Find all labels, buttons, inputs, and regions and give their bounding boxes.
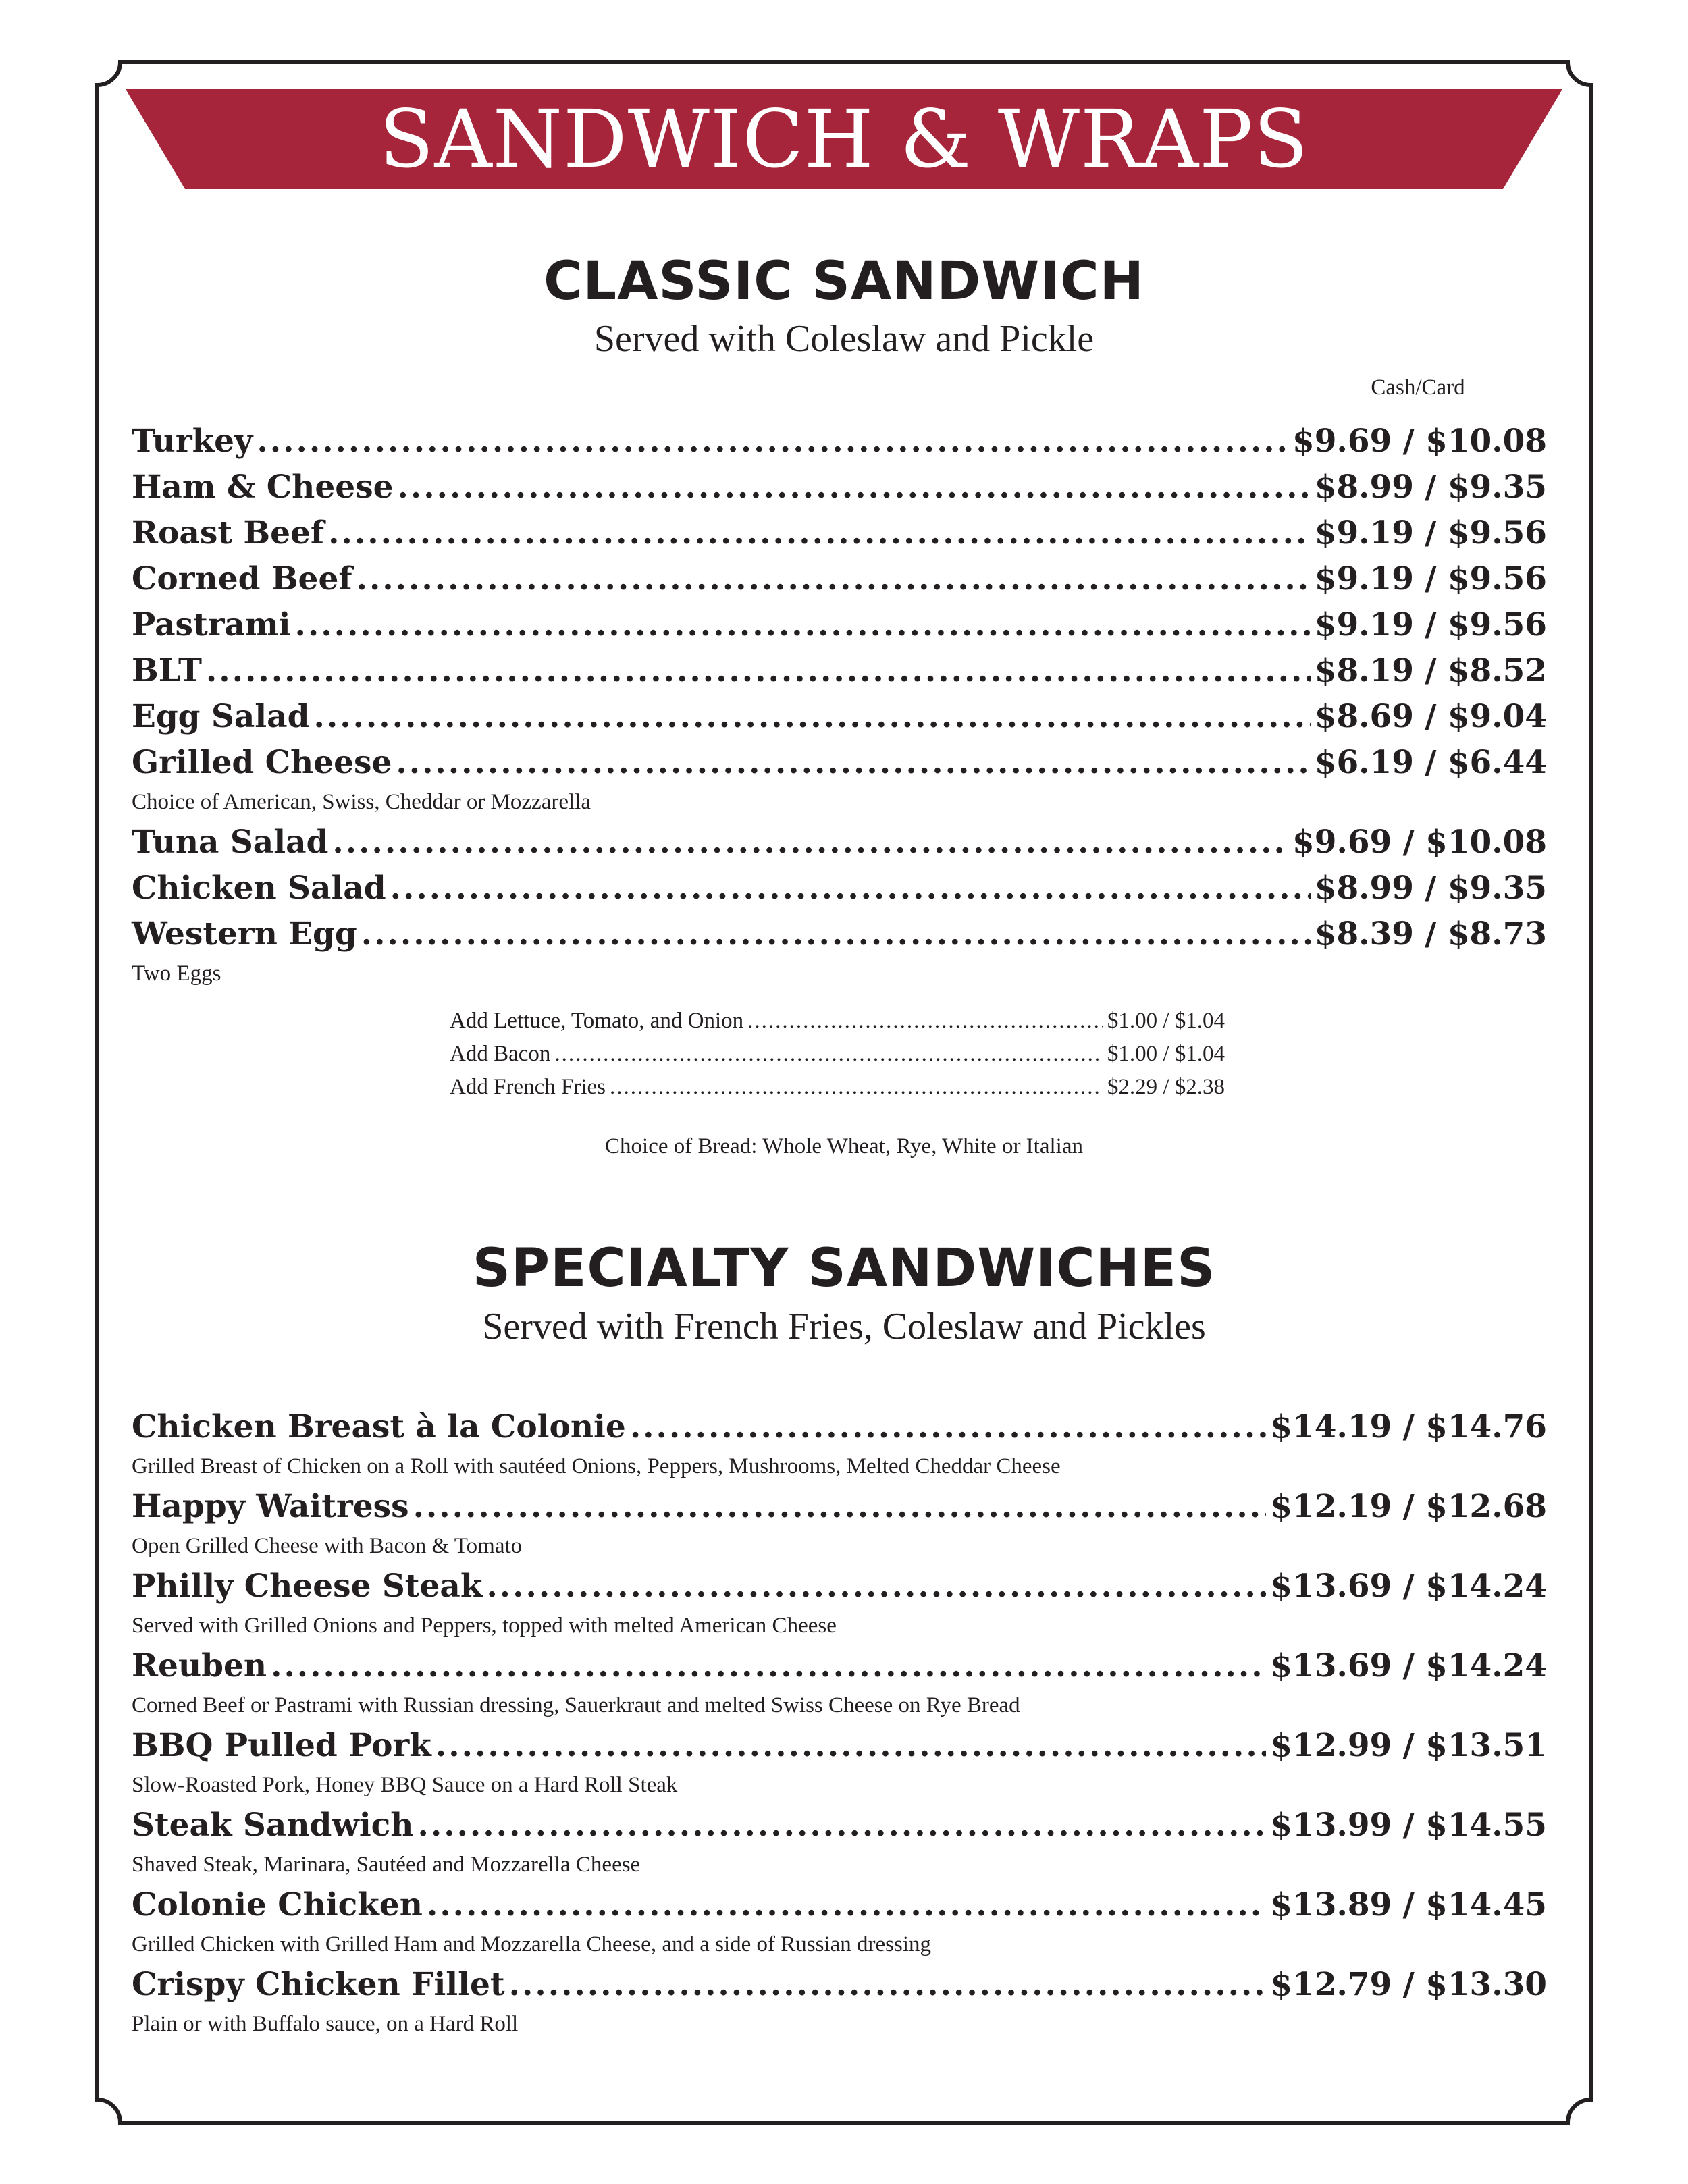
specialty-section-subtitle: Served with French Fries, Coleslaw and Pickles bbox=[482, 1306, 1206, 1348]
item-description: Plain or with Buffalo sauce, on a Hard Roll bbox=[132, 2012, 519, 2036]
dot-leader bbox=[361, 915, 1311, 953]
item-name: Roast Beef bbox=[132, 514, 325, 552]
menu-item bbox=[132, 1886, 1547, 1932]
dot-leader bbox=[747, 1009, 1103, 1034]
item-name: Colonie Chicken bbox=[132, 1886, 423, 1923]
menu-item bbox=[132, 744, 1547, 790]
dot-leader bbox=[554, 1042, 1103, 1067]
item-price: $8.99 / $9.35 bbox=[1314, 469, 1547, 506]
menu-item bbox=[132, 423, 1547, 469]
item-price: $6.19 / $6.44 bbox=[1314, 744, 1547, 781]
item-price: $14.19 / $14.76 bbox=[1270, 1408, 1547, 1445]
dot-leader bbox=[398, 469, 1311, 506]
item-price: $13.99 / $14.55 bbox=[1270, 1807, 1547, 1844]
item-description: Grilled Chicken with Grilled Ham and Mozzarella Cheese, and a side of Russian dressing bbox=[132, 1932, 932, 1956]
item-price: $13.69 / $14.24 bbox=[1270, 1568, 1547, 1605]
item-name: Western Egg bbox=[132, 915, 357, 953]
item-price: $13.69 / $14.24 bbox=[1270, 1647, 1547, 1684]
menu-title: SANDWICH & WRAPS bbox=[379, 92, 1309, 186]
classic-section-subtitle: Served with Coleslaw and Pickle bbox=[594, 318, 1094, 360]
menu-item bbox=[132, 560, 1547, 606]
addon-price: $2.29 / $2.38 bbox=[1107, 1075, 1225, 1099]
item-price: $12.19 / $12.68 bbox=[1270, 1488, 1547, 1525]
item-description: Grilled Breast of Chicken on a Roll with sautéed Onions, Peppers, Mushrooms, Melted Cheddar Cheese bbox=[132, 1454, 1061, 1479]
addon-item bbox=[450, 1075, 1225, 1104]
dot-leader bbox=[436, 1727, 1266, 1764]
menu-item bbox=[132, 915, 1547, 961]
item-description: Open Grilled Cheese with Bacon & Tomato bbox=[132, 1534, 523, 1558]
item-name: Philly Cheese Steak bbox=[132, 1568, 483, 1605]
dot-leader bbox=[313, 698, 1310, 735]
menu-item bbox=[132, 606, 1547, 652]
item-price: $9.19 / $9.56 bbox=[1314, 606, 1547, 643]
item-description: Slow-Roasted Pork, Honey BBQ Sauce on a Hard Roll Steak bbox=[132, 1773, 678, 1797]
item-name: Tuna Salad bbox=[132, 824, 329, 861]
item-name: Happy Waitress bbox=[132, 1488, 409, 1525]
menu-item bbox=[132, 1488, 1547, 1534]
menu-item bbox=[132, 1727, 1547, 1773]
item-name: Egg Salad bbox=[132, 698, 310, 735]
dot-leader bbox=[390, 870, 1311, 907]
dot-leader bbox=[396, 744, 1310, 781]
menu-item bbox=[132, 1568, 1547, 1614]
addon-name: Add French Fries bbox=[450, 1075, 606, 1099]
menu-item bbox=[132, 1408, 1547, 1454]
dot-leader bbox=[271, 1647, 1266, 1684]
item-name: Crispy Chicken Fillet bbox=[132, 1966, 505, 2003]
dot-leader bbox=[427, 1886, 1266, 1923]
item-name: Ham & Cheese bbox=[132, 469, 394, 506]
dot-leader bbox=[332, 824, 1288, 861]
classic-section-title: CLASSIC SANDWICH bbox=[544, 251, 1144, 312]
item-name: Grilled Cheese bbox=[132, 744, 392, 781]
dot-leader bbox=[486, 1568, 1266, 1605]
item-description: Served with Grilled Onions and Peppers, topped with melted American Cheese bbox=[132, 1614, 837, 1638]
addon-item bbox=[450, 1009, 1225, 1038]
dot-leader bbox=[328, 514, 1311, 552]
menu-item bbox=[132, 1807, 1547, 1853]
item-price: $12.79 / $13.30 bbox=[1270, 1966, 1547, 2003]
item-price: $8.69 / $9.04 bbox=[1314, 698, 1547, 735]
dot-leader bbox=[417, 1807, 1266, 1844]
item-name: Pastrami bbox=[132, 606, 291, 643]
item-price: $9.19 / $9.56 bbox=[1314, 514, 1547, 552]
dot-leader bbox=[509, 1966, 1267, 2003]
item-price: $9.69 / $10.08 bbox=[1292, 423, 1547, 460]
addon-item bbox=[450, 1042, 1225, 1071]
item-description: Corned Beef or Pastrami with Russian dressing, Sauerkraut and melted Swiss Cheese on Rye Bread bbox=[132, 1693, 1020, 1717]
menu-item bbox=[132, 469, 1547, 514]
menu-item bbox=[132, 1647, 1547, 1693]
specialty-section-title: SPECIALTY SANDWICHES bbox=[472, 1238, 1216, 1299]
addon-name: Add Lettuce, Tomato, and Onion bbox=[450, 1009, 744, 1033]
dot-leader bbox=[413, 1488, 1267, 1525]
menu-item bbox=[132, 514, 1547, 560]
dot-leader bbox=[206, 652, 1311, 689]
item-name: Reuben bbox=[132, 1647, 267, 1684]
item-price: $8.19 / $8.52 bbox=[1314, 652, 1547, 689]
item-description: Choice of American, Swiss, Cheddar or Mozzarella bbox=[132, 790, 591, 814]
item-name: Chicken Breast à la Colonie bbox=[132, 1408, 626, 1445]
dot-leader bbox=[630, 1408, 1267, 1445]
dot-leader bbox=[610, 1075, 1103, 1100]
dot-leader bbox=[295, 606, 1311, 643]
item-name: Corned Beef bbox=[132, 560, 352, 597]
item-price: $13.89 / $14.45 bbox=[1270, 1886, 1547, 1923]
addon-price: $1.00 / $1.04 bbox=[1107, 1009, 1225, 1033]
item-name: Turkey bbox=[132, 423, 253, 460]
item-price: $12.99 / $13.51 bbox=[1270, 1727, 1547, 1764]
menu-item bbox=[132, 870, 1547, 915]
item-price: $9.69 / $10.08 bbox=[1292, 824, 1547, 861]
item-price: $8.39 / $8.73 bbox=[1314, 915, 1547, 953]
item-price: $8.99 / $9.35 bbox=[1314, 870, 1547, 907]
item-name: Steak Sandwich bbox=[132, 1807, 414, 1844]
price-header: Cash/Card bbox=[1371, 375, 1465, 400]
addon-name: Add Bacon bbox=[450, 1042, 551, 1066]
item-description: Two Eggs bbox=[132, 961, 221, 986]
bread-choice-note: Choice of Bread: Whole Wheat, Rye, White or Italian bbox=[605, 1134, 1083, 1158]
item-description: Shaved Steak, Marinara, Sautéed and Mozzarella Cheese bbox=[132, 1853, 641, 1877]
item-name: BBQ Pulled Pork bbox=[132, 1727, 431, 1764]
item-name: Chicken Salad bbox=[132, 870, 386, 907]
menu-item bbox=[132, 824, 1547, 870]
menu-item bbox=[132, 698, 1547, 744]
menu-item bbox=[132, 652, 1547, 698]
dot-leader bbox=[357, 560, 1311, 597]
item-price: $9.19 / $9.56 bbox=[1314, 560, 1547, 597]
menu-item bbox=[132, 1966, 1547, 2012]
dot-leader bbox=[257, 423, 1288, 460]
addon-price: $1.00 / $1.04 bbox=[1107, 1042, 1225, 1066]
item-name: BLT bbox=[132, 652, 202, 689]
